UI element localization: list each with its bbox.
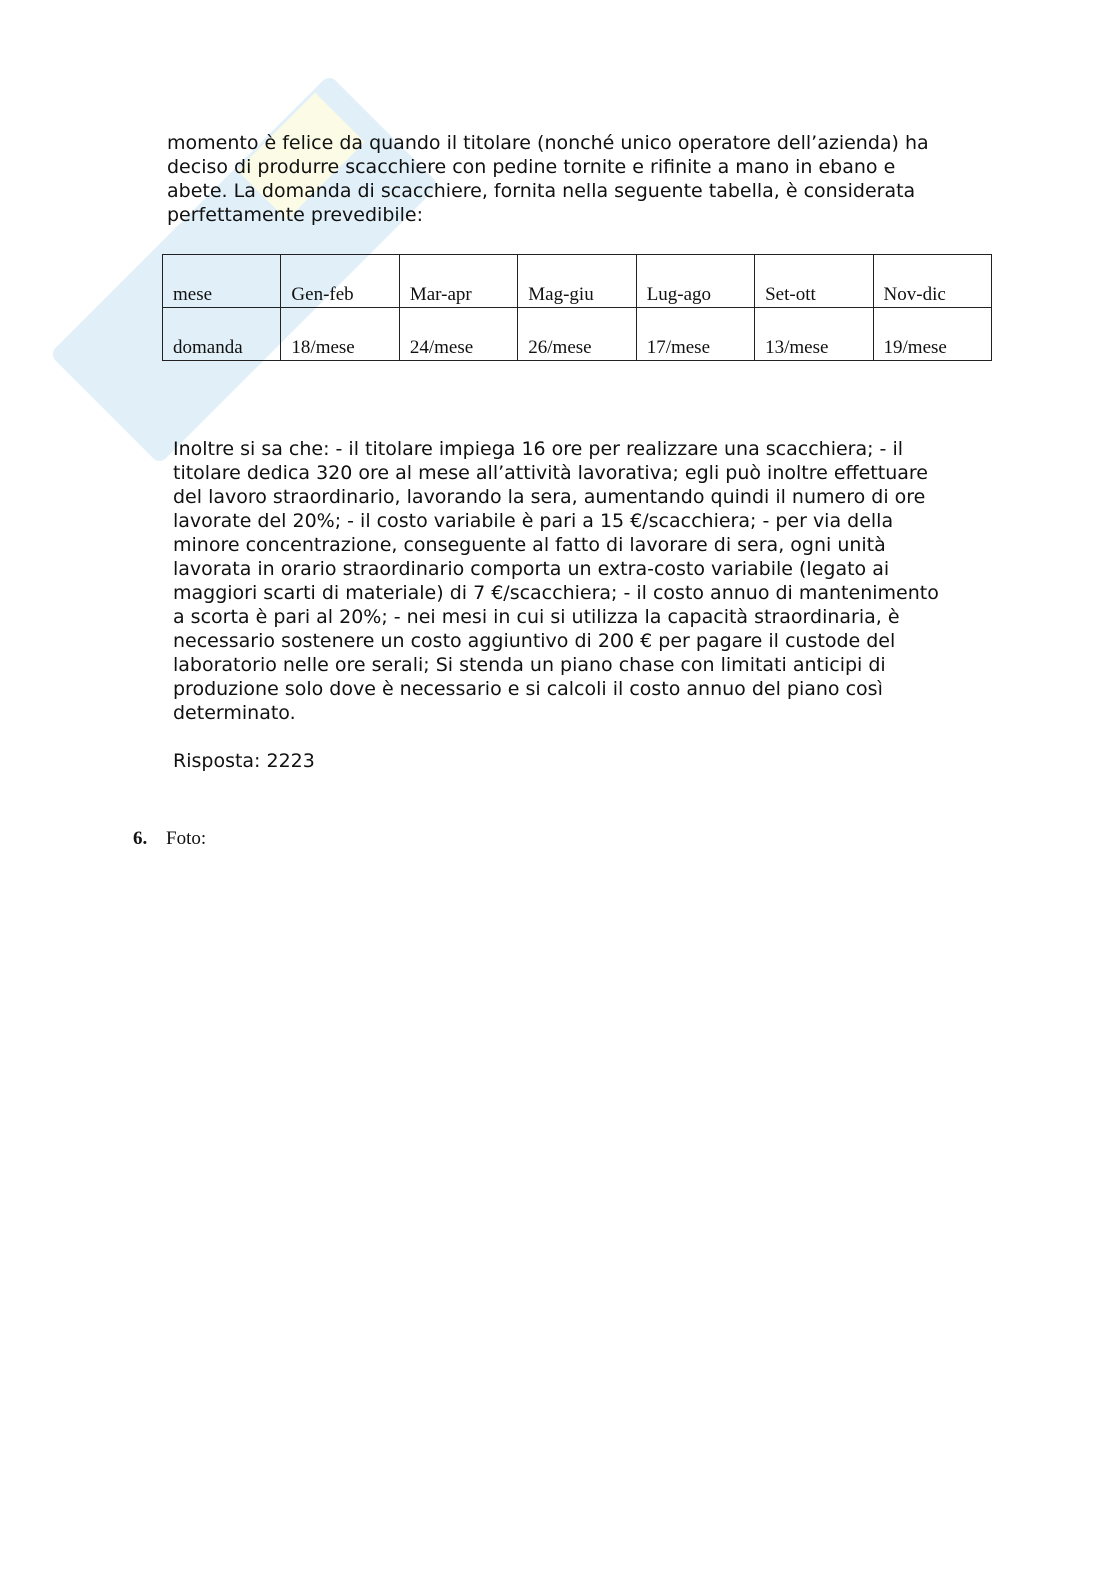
answer-text: Risposta: 2223: [173, 750, 315, 772]
list-item-label: Foto:: [166, 828, 207, 849]
intro-line: perfettamente prevedibile:: [167, 204, 424, 226]
intro-line: deciso di produrre scacchiere con pedine tornite e rifinite a mano in ebano e: [167, 156, 896, 178]
list-item-number: 6.: [133, 828, 148, 849]
body-line: necessario sostenere un costo aggiuntivo di 200 € per pagare il custode del: [173, 630, 896, 652]
table-cell: 19/mese: [873, 308, 991, 361]
intro-line: abete. La domanda di scacchiere, fornita nella seguente tabella, è considerata: [167, 180, 916, 202]
body-line: del lavoro straordinario, lavorando la sera, aumentando quindi il numero di ore: [173, 486, 926, 508]
intro-line: momento è felice da quando il titolare (nonché unico operatore dell’azienda) ha: [167, 132, 929, 154]
table-row-demand: [163, 308, 992, 361]
body-line: lavorate del 20%; - il costo variabile è pari a 15 €/scacchiera; - per via della: [173, 510, 894, 532]
table-cell: Set-ott: [755, 255, 873, 308]
intro-paragraph: [167, 131, 1007, 227]
table-cell: 13/mese: [755, 308, 873, 361]
table-cell: Nov-dic: [873, 255, 991, 308]
table-cell: 24/mese: [399, 308, 517, 361]
table-cell: Mar-apr: [399, 255, 517, 308]
demand-table: [162, 254, 992, 361]
table-cell: Gen-feb: [281, 255, 399, 308]
list-item-6: [133, 827, 206, 851]
table-cell: Lug-ago: [636, 255, 754, 308]
table-cell: mese: [163, 255, 281, 308]
table-cell: 17/mese: [636, 308, 754, 361]
body-line: a scorta è pari al 20%; - nei mesi in cui si utilizza la capacità straordinaria, è: [173, 606, 900, 628]
body-line: lavorata in orario straordinario comporta un extra-costo variabile (legato ai: [173, 558, 890, 580]
table-row-header: [163, 255, 992, 308]
table-cell: 26/mese: [518, 308, 636, 361]
table-cell: Mag-giu: [518, 255, 636, 308]
body-line: minore concentrazione, conseguente al fatto di lavorare di sera, ogni unità: [173, 534, 886, 556]
table-cell: 18/mese: [281, 308, 399, 361]
table-cell: domanda: [163, 308, 281, 361]
body-line: maggiori scarti di materiale) di 7 €/scacchiera; - il costo annuo di mantenimento: [173, 582, 939, 604]
body-line: determinato.: [173, 702, 296, 724]
body-line: laboratorio nelle ore serali; Si stenda un piano chase con limitati anticipi di: [173, 654, 886, 676]
body-line: Inoltre si sa che: - il titolare impiega 16 ore per realizzare una scacchiera; - il: [173, 438, 904, 460]
body-line: titolare dedica 320 ore al mese all’attività lavorativa; egli può inoltre effettuare: [173, 462, 928, 484]
problem-paragraph: [173, 437, 1013, 725]
body-line: produzione solo dove è necessario e si calcoli il costo annuo del piano così: [173, 678, 883, 700]
